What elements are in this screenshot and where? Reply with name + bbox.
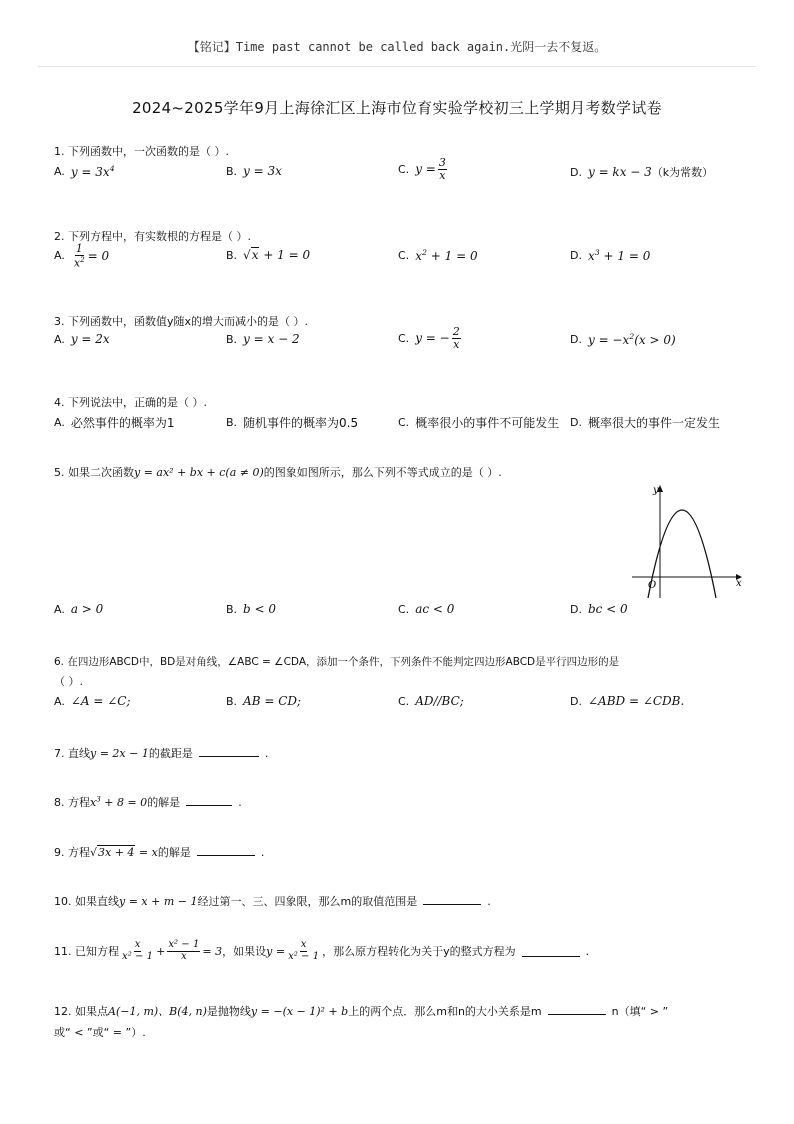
q1-option-a[interactable]: A. $y = 3x^4$ [54,164,115,179]
question-12-stem: 12. 如果点A(−1, m)、B(4, n)是抛物线y = −(x − 1)² + b上的两个点．那么m和n的大小关系是m n（填“ > ” [54,1005,669,1018]
question-4-stem: 4. 下列说法中，正确的是（ ）. [54,396,207,409]
q4-option-a[interactable]: A. 必然事件的概率为1 [54,416,175,430]
question-9-stem: 9. 方程√3x + 4 = x的解是 . [54,846,265,859]
q4-option-b[interactable]: B. 随机事件的概率为0.5 [226,416,359,430]
q1-option-b[interactable]: B. y = 3x [226,164,282,178]
q12-answer-blank[interactable] [548,1003,606,1015]
q3-option-c[interactable]: C. y = − $\frac{2}{x}$ [398,325,460,351]
question-6-stem: 6. 在四边形ABCD中，BD是对角线，∠ABC = ∠CDA，添加一个条件，下列条件不能判定四边形ABCD是平行四边形的是 [54,656,620,668]
header-divider [38,66,756,67]
q10-answer-blank[interactable] [423,893,481,905]
q5-option-d[interactable]: D. bc < 0 [570,602,628,616]
parabola-curve [648,510,716,598]
question-7-stem: 7. 直线y = 2x − 1的截距是 . [54,747,269,760]
q11-answer-blank[interactable] [522,945,580,957]
q1-option-d[interactable]: D. y = kx − 3 （k为常数） [570,165,714,179]
q2-option-d[interactable]: D. $x^3 + 1 = 0$ [570,248,651,263]
q5-option-a[interactable]: A. a > 0 [54,602,104,616]
q2-option-b[interactable]: B. √x + 1 = 0 [226,248,311,262]
question-12-stem-cont: 或“ < ”或“ = ”）. [54,1026,146,1039]
origin-label: O [648,580,657,591]
q1-option-c[interactable]: C. y = $\frac{3}{x}$ [398,156,446,182]
question-10-stem: 10. 如果直线y = x + m − 1经过第一、三、四象限，那么m的取值范围是 . [54,895,491,908]
page-title: 2024~2025学年9月上海徐汇区上海市位育实验学校初三上学期月考数学试卷 [132,99,662,117]
x-axis-label: x [736,578,742,589]
header-motto: 【铭记】Time past cannot be called back again.光阴一去不复返。 [187,40,607,54]
q5-option-c[interactable]: C. ac < 0 [398,602,455,616]
q4-option-d[interactable]: D. 概率很大的事件一定发生 [570,416,720,430]
q9-answer-blank[interactable] [197,844,255,856]
q2-option-a[interactable]: A. $\frac{1}{x^2}$ = 0 [54,242,110,270]
y-axis-label: y [653,485,659,496]
q4-option-c[interactable]: C. 概率很小的事件不可能发生 [398,416,560,430]
q5-option-b[interactable]: B. b < 0 [226,602,277,616]
q3-option-a[interactable]: A. y = 2x [54,332,110,346]
question-11-stem: 11. 已知方程 $\frac{x}{\text{x² − 1}}$ + $\frac{\text{x² − 1}}{x}$ = 3 ，如果设 y = $\frac{x}{\text{x² − 1}}$ ，那么原方程转化为关于y的整式方程为 . [54,939,590,962]
q6-option-c[interactable]: C. AD//BC; [398,694,464,708]
question-6-stem-cont: （ ）. [54,675,83,688]
question-5-stem: 5. 如果二次函数y = ax² + bx + c(a ≠ 0)的图象如图所示，那么下列不等式成立的是（ ）. [54,466,502,479]
parabola-graph [626,480,746,606]
question-8-stem: 8. 方程$x^3 + 8 = 0$的解是 . [54,794,242,809]
q6-option-d[interactable]: D. ∠ABD = ∠CDB. [570,694,685,708]
q6-option-a[interactable]: A. ∠A = ∠C; [54,694,131,708]
q3-option-d[interactable]: D. $y = -x^2(x > 0)$ [570,332,676,347]
question-2-stem: 2. 下列方程中，有实数根的方程是（ ）. [54,230,251,243]
q2-option-c[interactable]: C. $x^2 + 1 = 0$ [398,248,478,263]
question-1-stem: 1. 下列函数中，一次函数的是（ ）. [54,145,229,158]
q6-option-b[interactable]: B. AB = CD; [226,694,302,708]
q8-answer-blank[interactable] [186,794,232,806]
question-3-stem: 3. 下列函数中，函数值y随x的增大而减小的是（ ）. [54,315,309,328]
q7-answer-blank[interactable] [199,745,259,757]
q3-option-b[interactable]: B. y = x − 2 [226,332,300,346]
